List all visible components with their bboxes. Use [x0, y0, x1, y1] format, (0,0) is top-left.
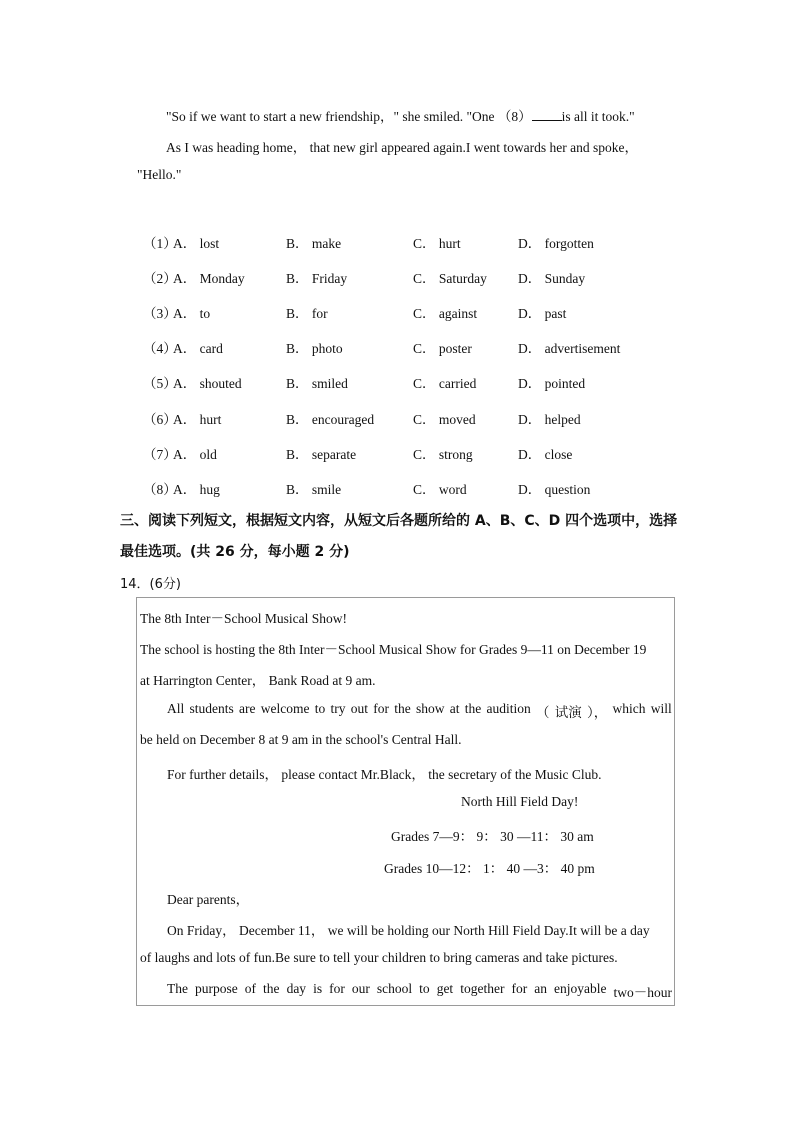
option-b: B． smiled: [286, 376, 348, 391]
musical-p2-line1: All students are welcome to try out for the show at the audition （ 试演 ）， which will: [167, 701, 672, 720]
schedule-grades-10-12: Grades 10—12： 1： 40 —3： 40 pm: [384, 861, 595, 876]
option-a: A． Monday: [173, 271, 245, 286]
reading-passage-box: [136, 597, 675, 1006]
option-d: D． question: [518, 482, 591, 497]
musical-p2-line2: be held on December 8 at 9 am in the school's Central Hall.: [140, 732, 462, 747]
option-b: B． Friday: [286, 271, 348, 286]
option-a: A． card: [173, 341, 223, 356]
option-b: B． separate: [286, 447, 357, 462]
passage-line-3: "Hello.": [137, 167, 182, 182]
option-a: A． hug: [173, 482, 220, 497]
choice-number: （1）: [143, 236, 177, 251]
option-a: A． hurt: [173, 412, 222, 427]
choice-number: （6）: [143, 412, 177, 427]
question-label: 14．(6分): [120, 577, 181, 592]
choice-number: （3）: [143, 306, 177, 321]
option-b: B． photo: [286, 341, 343, 356]
option-d: D． forgotten: [518, 236, 594, 251]
option-a: A． shouted: [173, 376, 242, 391]
musical-show-title: The 8th Inter－School Musical Show!: [140, 611, 347, 626]
option-d: D． close: [518, 447, 573, 462]
letter-p1-line1: On Friday， December 11， we will be holding our North Hill Field Day.It will be a day: [167, 923, 650, 938]
option-b: B． smile: [286, 482, 342, 497]
choice-number: （4）: [143, 341, 177, 356]
option-c: C． carried: [413, 376, 477, 391]
answer-blank: [532, 109, 562, 121]
field-day-title: North Hill Field Day!: [461, 794, 579, 809]
option-a: A． old: [173, 447, 217, 462]
option-c: C． moved: [413, 412, 476, 427]
option-d: D． past: [518, 306, 567, 321]
option-a: A． to: [173, 306, 211, 321]
option-b: B． make: [286, 236, 342, 251]
option-c: C． hurt: [413, 236, 461, 251]
passage-line-1: "So if we want to start a new friendship，" she smiled. "One （8） is all it took.": [166, 109, 635, 124]
option-a: A． lost: [173, 236, 220, 251]
letter-p1-line2: of laughs and lots of fun.Be sure to tell your children to bring cameras and take pictures.: [140, 950, 618, 965]
choice-number: （7）: [143, 447, 177, 462]
option-d: D． helped: [518, 412, 581, 427]
option-d: D． pointed: [518, 376, 586, 391]
schedule-grades-7-9: Grades 7—9： 9： 30 —11： 30 am: [391, 829, 594, 844]
letter-greeting: Dear parents，: [167, 892, 250, 907]
musical-p3: For further details， please contact Mr.Black， the secretary of the Music Club.: [167, 767, 602, 782]
option-c: C． poster: [413, 341, 472, 356]
choice-number: （8）: [143, 482, 177, 497]
musical-p1-line2: at Harrington Center， Bank Road at 9 am.: [140, 673, 376, 688]
letter-p2-line1: The purpose of the day is for our school to get together for an enjoyable two－hour: [167, 981, 672, 1000]
option-b: B． encouraged: [286, 412, 375, 427]
option-d: D． Sunday: [518, 271, 586, 286]
option-c: C． against: [413, 306, 478, 321]
musical-p1-line1: The school is hosting the 8th Inter－School Musical Show for Grades 9—11 on December 19: [140, 642, 647, 657]
option-d: D． advertisement: [518, 341, 621, 356]
option-c: C． word: [413, 482, 467, 497]
choice-number: （5）: [143, 376, 177, 391]
section-heading-line-2: 最佳选项。(共 26 分，每小题 2 分): [120, 544, 350, 560]
passage-line-2: As I was heading home， that new girl appeared again.I went towards her and spoke，: [166, 140, 638, 155]
option-c: C． Saturday: [413, 271, 487, 286]
section-heading-line-1: 三、阅读下列短文，根据短文内容，从短文后各题所给的 A、B、C、D 四个选项中，选择: [120, 513, 678, 529]
option-c: C． strong: [413, 447, 473, 462]
option-b: B． for: [286, 306, 328, 321]
choice-number: （2）: [143, 271, 177, 286]
